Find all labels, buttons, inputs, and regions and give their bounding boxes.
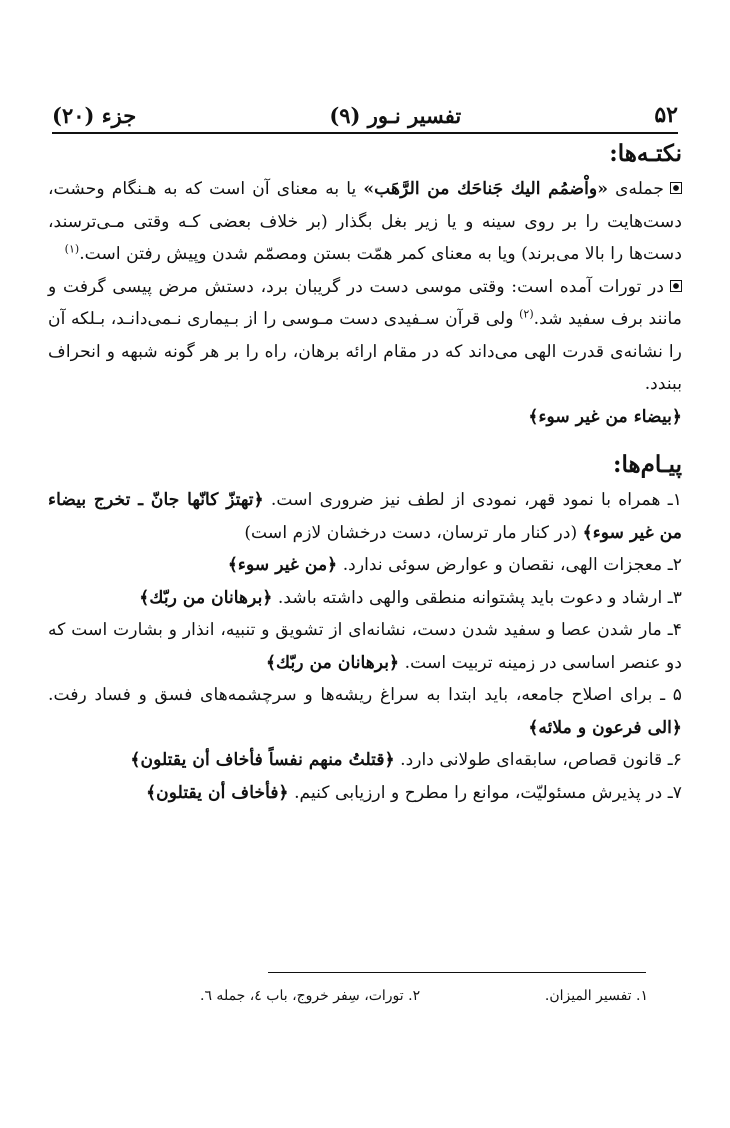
note-2-lead: در تورات آمده است: وقتی موسی دست در گریبان برد، دستش مرض پیسی گرفت و مانند برف سفید شد.: [48, 276, 682, 329]
note-paragraph-2: [48, 271, 682, 401]
note-1-text: یا به معنای آن است که به هـنگام وحشت، دست‌هایت را بر روی سینه و یا زیر بغل بگذار (بر خلاف بعضی کـه وقتی مـی‌ترسند، دست‌ها را بالا می‌برند) ویا به معنای کمر همّت بستن ومصمّم شدن وپیش رفتن است.: [48, 179, 682, 264]
message-2-quote: ﴿من غير سوء﴾: [227, 555, 338, 575]
message-7-text: ۷ـ در پذیرش مسئولیّت، موانع را مطرح و ارزیابی کنیم.: [288, 782, 682, 803]
message-4-quote: ﴿برهانان من ربّك﴾: [265, 652, 400, 673]
message-1-text: ۱ـ همراه با نمود قهر، نمودی از لطف نیز ضروری است.: [263, 490, 682, 510]
message-3-text: ۳ـ ارشاد و دعوت باید پشتوانه منطقی والهی داشته باشد.: [272, 587, 682, 608]
bullet-square-icon: [670, 280, 682, 292]
message-6-quote: ﴿قتلتُ منهم نفساً فأخاف أن يقتلون﴾: [130, 750, 395, 770]
note-paragraph-1: [48, 173, 682, 271]
page-body: [48, 140, 682, 809]
note-2-quote: ﴿بيضاء من غير سوء﴾: [528, 406, 682, 427]
message-item-4: [48, 614, 682, 679]
footnote-ref-2: (۲): [519, 307, 534, 321]
message-item-1: [48, 484, 682, 549]
note-2-quote-line: [48, 401, 682, 434]
message-6-text: ۶ـ قانون قصاص، سابقه‌ای طولانی دارد.: [394, 750, 682, 770]
bullet-square-icon: [670, 182, 682, 194]
footnotes: [200, 988, 648, 1004]
footnote-1: ۱. تفسیر المیزان.: [544, 988, 648, 1004]
note-2-text: ولی قرآن سـفیدی دست مـوسی را از بـیماری نـمی‌دانـد، بـلکه آن را نشانه‌ی قدرت الهی می‌داند که در مقام ارائه برهان، راه را بر هر گونه شبهه و انحراف ببندد.: [48, 309, 682, 394]
note-1-quote: «واْضمُم اليك جَناحَك من الرَّهَب»: [363, 179, 608, 199]
message-5-text: ۵ ـ برای اصلاح جامعه، باید ابتدا به سراغ ریشه‌ها و سرچشمه‌های فسق و فساد رفت.: [48, 685, 682, 705]
message-5-quote: ﴿الى فرعون و ملائه﴾: [528, 717, 682, 738]
notes-heading: نکتـه‌ها:: [609, 140, 682, 167]
page-number: ۵۲: [654, 102, 678, 128]
message-item-3: [48, 582, 682, 615]
message-1-note: (در کنار مار ترسان، دست درخشان لازم است): [244, 522, 583, 543]
message-1-quote: ﴿تهتزّ كانّها جانّ ـ تخرج بيضاء من غير سوء﴾: [48, 490, 682, 543]
messages-heading: پیـام‌ها:: [613, 451, 682, 478]
message-3-quote: ﴿برهانان من ربّك﴾: [139, 587, 273, 608]
footnote-ref-1: (۱): [64, 242, 80, 256]
part-label: جزء (۲۰): [52, 103, 137, 128]
footnote-divider: [268, 972, 646, 973]
footnote-2: ۲. تورات، سِفر خروج، باب ٤، جمله ٦.: [200, 988, 421, 1004]
book-title: تفسیر نـور (۹): [329, 103, 462, 128]
message-4-text: ۴ـ مار شدن عصا و سفید شدن دست، نشانه‌ای از تشویق و تنبیه، انذار و بشارت است که دو عنصر اساسی در زمینه تربیت است.: [48, 620, 682, 673]
messages-list: [48, 484, 682, 809]
page-header: [52, 96, 678, 134]
message-item-6: [48, 744, 682, 777]
message-item-2: [48, 549, 682, 582]
message-item-7: [48, 777, 682, 810]
message-7-quote: ﴿فأخاف أن يقتلون﴾: [146, 782, 289, 803]
note-1-lead: جمله‌ی: [607, 179, 664, 199]
message-2-text: ۲ـ معجزات الهی، نقصان و عوارض سوئی ندارد.: [337, 555, 682, 575]
message-item-5: [48, 679, 682, 744]
